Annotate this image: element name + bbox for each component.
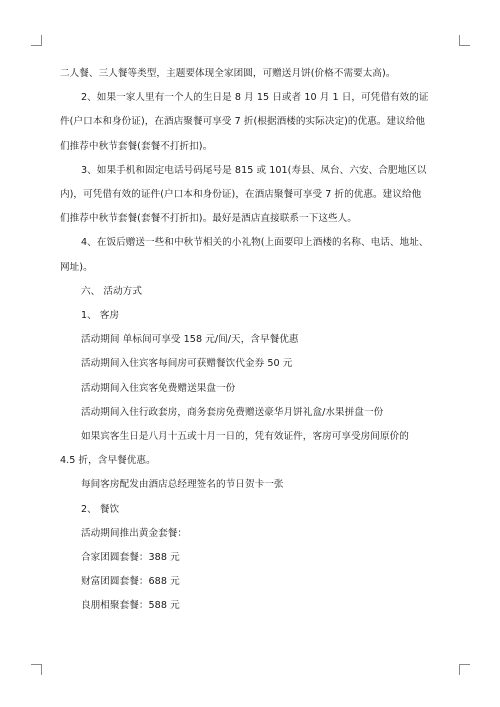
list-item: 活动期间入住行政套房，商务套房免费赠送豪华月饼礼盒/水果拼盘一份 xyxy=(81,406,384,418)
paragraph-line: 网址)。 xyxy=(60,261,93,273)
list-item-continuation: 4.5 折，含早餐优惠。 xyxy=(60,455,156,467)
paragraph-line: 们推荐中秋节套餐(套餐不打折扣)。最好是酒店直接联系一下这些人。 xyxy=(60,213,357,225)
list-item: 合家团圆套餐：388 元 xyxy=(81,552,180,564)
section-heading: 六、 活动方式 xyxy=(81,285,142,297)
subsection-heading: 2、 餐饮 xyxy=(81,503,120,515)
crop-mark-bottom-left xyxy=(31,664,42,675)
list-item: 活动期间 单标间可享受 158 元/间/天，含早餐优惠 xyxy=(81,334,299,346)
list-item: 活动期间入住宾客免费赠送果盘一份 xyxy=(81,382,236,394)
paragraph-line: 4、在饭后赠送一些和中秋节相关的小礼物(上面要印上酒楼的名称、电话、地址、 xyxy=(81,237,429,249)
list-item: 财富团圆套餐：688 元 xyxy=(81,576,180,588)
paragraph-line: 内)，可凭借有效的证件(户口本和身份证)，在酒店聚餐可享受 7 折的优惠。建议给他 xyxy=(60,189,422,201)
paragraph-line: 二人餐、三人餐等类型，主题要体现全家团圆，可赠送月饼(价格不需要太高)。 xyxy=(60,68,396,79)
paragraph-line: 2、如果一家人里有一个人的生日是 8 月 15 日或者 10 月 1 日，可凭借有效的证 xyxy=(81,92,429,104)
document-page xyxy=(60,62,442,619)
list-item: 活动期间入住宾客每间房可获赠餐饮代金券 50 元 xyxy=(81,358,293,370)
list-item: 良朋相聚套餐：588 元 xyxy=(81,600,180,612)
paragraph-line: 3、如果手机和固定电话号码尾号是 815 或 101(寿县、凤台、六安、合肥地区以 xyxy=(81,164,427,176)
paragraph-line: 件(户口本和身份证)，在酒店聚餐可享受 7 折(根据酒楼的实际决定)的优惠。建议给他 xyxy=(60,116,426,128)
crop-mark-top-left xyxy=(31,35,42,46)
paragraph-line: 们推荐中秋节套餐(套餐不打折扣)。 xyxy=(60,140,213,152)
list-item: 如果宾客生日是八月十五或十月一日的，凭有效证件，客房可享受房间原价的 xyxy=(81,431,409,443)
crop-mark-top-right xyxy=(459,35,470,46)
crop-mark-bottom-right xyxy=(459,664,470,675)
list-item: 每间客房配发由酒店总经理签名的节日贺卡一张 xyxy=(81,479,284,491)
list-item: 活动期间推出黄金套餐： xyxy=(81,527,188,539)
subsection-heading: 1、 客房 xyxy=(81,310,120,322)
